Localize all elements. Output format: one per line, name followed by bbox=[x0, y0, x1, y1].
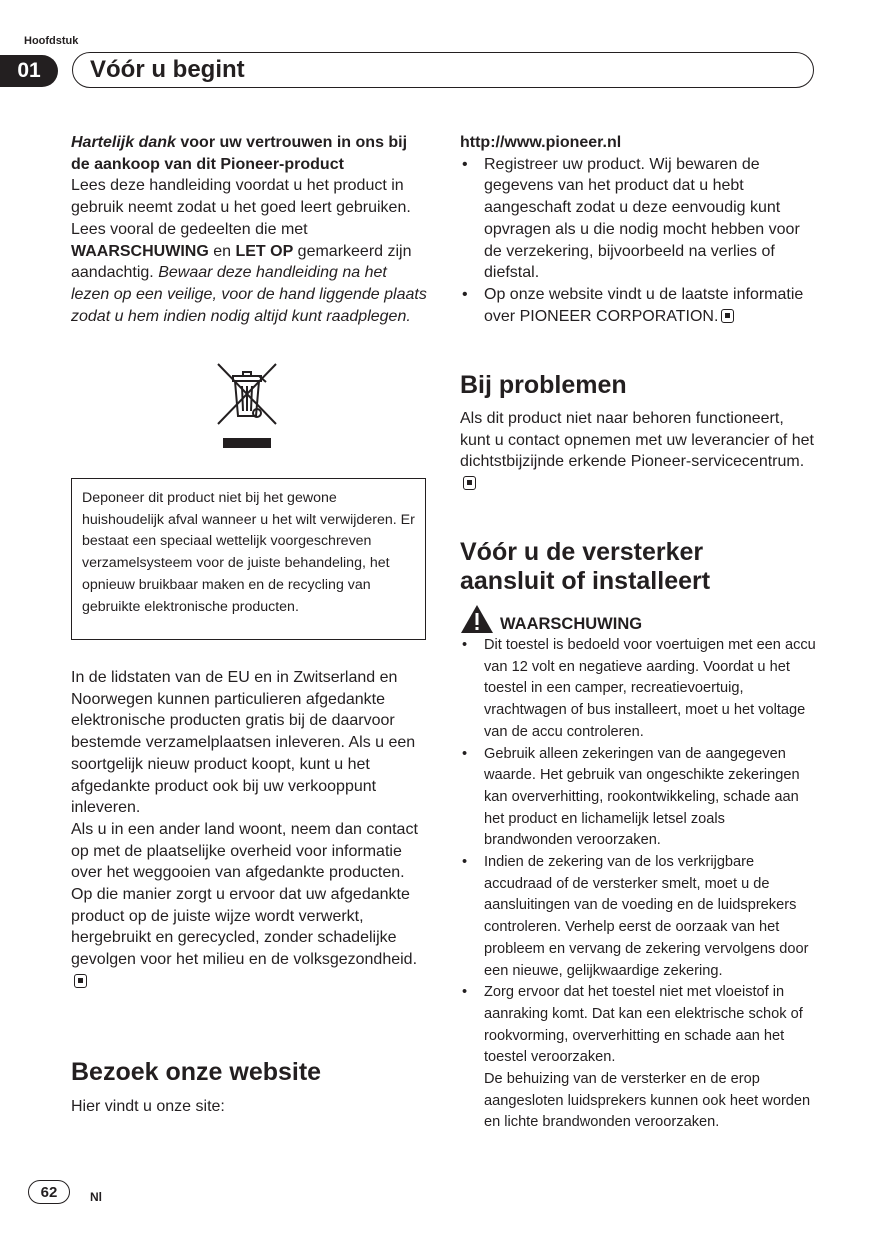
intro-section bbox=[71, 132, 428, 327]
eu-section bbox=[71, 667, 428, 993]
thanks-rest: voor uw vertrouwen in ons bij de aankoop van dit Pioneer-product bbox=[71, 134, 408, 173]
intro-text-1: Lees deze handleiding voordat u het product in gebruik neemt zodat u het goed leert gebruiken. Lees vooral de gedeelten die met bbox=[71, 177, 411, 238]
problems-text-body: Als dit product niet naar behoren functioneert, kunt u contact opnemen met uw leverancier of het dichtstbijzijnde erkende Pioneer-servicecentrum. bbox=[460, 410, 814, 471]
intro-italic: Bewaar deze handleiding na het lezen op een veilige, voor de hand liggende plaats zodat u hem indien nodig altijd kunt raadplegen. bbox=[71, 264, 427, 325]
weee-crossed-bin-icon bbox=[214, 360, 280, 452]
intro-warning-word: WAARSCHUWING bbox=[71, 242, 209, 260]
website-url-link[interactable]: http://www.pioneer.nl bbox=[460, 134, 622, 151]
list-item bbox=[460, 284, 816, 327]
warning-triangle-icon bbox=[460, 604, 494, 634]
list-item-text: Op onze website vindt u de laatste informatie over PIONEER CORPORATION. bbox=[484, 285, 804, 325]
intro-paragraph bbox=[71, 175, 428, 327]
install-heading bbox=[460, 538, 710, 596]
intro-letop-word: LET OP bbox=[235, 242, 294, 260]
intro-en: en bbox=[208, 242, 236, 260]
warning-bullet-list bbox=[460, 635, 816, 1069]
problems-text bbox=[460, 408, 816, 495]
eu-paragraph-3-text: Op die manier zorgt u ervoor dat uw afgedankte product op de juiste wijze wordt verwerkt, hergebruikt en gerecycled, zonder schadelijke gevolgen voor het milieu en de volksgezondheid. bbox=[71, 886, 418, 969]
end-mark-icon bbox=[721, 309, 734, 323]
website-heading: Bezoek onze website bbox=[71, 1058, 322, 1086]
thanks-italic: Hartelijk dank bbox=[71, 134, 176, 151]
chapter-label: Hoofdstuk bbox=[24, 35, 79, 47]
language-code: Nl bbox=[90, 1190, 102, 1204]
end-mark-icon bbox=[74, 974, 87, 988]
list-item: • Registreer uw product. Wij bewaren de gegevens van het product dat u hebt aangeschaft zodat u deze eenvoudig kunt opvragen als u die nodig mocht hebben voor de verzekering, bijvoorbeeld na verlies of diefstal. bbox=[460, 154, 816, 284]
thanks-heading bbox=[71, 132, 428, 175]
website-section bbox=[460, 132, 816, 327]
list-item: • Dit toestel is bedoeld voor voertuigen met een accu van 12 volt en negatieve aarding. Voordat u het toestel in een camper, recreatievoertuig, vrachtwagen of bus installeert, moet u het voltage van de accu controleren. bbox=[460, 635, 816, 744]
page-number: 62 bbox=[28, 1180, 70, 1204]
chapter-title: Vóór u begint bbox=[90, 56, 245, 83]
install-heading-line-1: Vóór u de versterker bbox=[460, 538, 704, 566]
end-mark-icon bbox=[463, 476, 476, 490]
list-item: • Indien de zekering van de los verkrijgbare accudraad of de versterker smelt, moet u de aansluitingen van de voeding en de luidsprekers controleren. Verhelp eerst de oorzaak van het probleem en vervang de zekering vervolgens door een nieuwe, gelijkwaardige zekering. bbox=[460, 852, 816, 982]
list-item: • Gebruik alleen zekeringen van de aangegeven waarde. Het gebruik van ongeschikte zekeringen kan oververhitting, rookontwikkeling, schade aan het product en lichamelijk letsel zoals brandwonden veroorzaken. bbox=[460, 744, 816, 853]
disposal-notice-box: Deponeer dit product niet bij het gewone huishoudelijk afval wanneer u het wilt verwijderen. Er bestaat een speciaal wettelijk voorgeschreven verzamelsysteem voor de juiste behandeling, het opnieuw bruikbaar maken en de recycling van gebruikte elektronische producten. bbox=[71, 478, 426, 640]
eu-paragraph-2: Als u in een ander land woont, neem dan contact op met de plaatselijke overheid voor informatie over het weggooien van afgedankte producten. bbox=[71, 820, 418, 882]
problems-heading: Bij problemen bbox=[460, 371, 627, 399]
list-item: • Zorg ervoor dat het toestel niet met vloeistof in aanraking komt. Dat kan een elektrische schok of rookvorming, oververhitting en schade aan het toestel veroorzaken. bbox=[460, 982, 816, 1069]
install-heading-line-2: aansluit of installeert bbox=[460, 567, 711, 595]
warning-heading bbox=[460, 602, 642, 634]
intro-text-2: gemarkeerd zijn aandachtig. bbox=[71, 242, 412, 282]
warning-section bbox=[460, 635, 816, 1134]
eu-paragraph-1: In de lidstaten van de EU en in Zwitserland en Noorwegen kunnen particulieren afgedankte elektronische producten gratis bij de daarvoor bestemde verzamelplaatsen inleveren. Als u een soortgelijk nieuw product koopt, kunt u het afgedankte product ook bij uw verkooppunt inleveren. bbox=[71, 669, 416, 817]
chapter-number: 01 bbox=[0, 55, 58, 87]
eu-paragraph-3 bbox=[71, 884, 428, 993]
warning-label: WAARSCHUWING bbox=[500, 615, 643, 633]
website-bullet-list bbox=[460, 154, 816, 328]
warning-extra-paragraph: De behuizing van de versterker en de erop aangesloten luidsprekers kunnen ook heet worden en lichte brandwonden veroorzaken. bbox=[484, 1071, 811, 1131]
website-intro: Hier vindt u onze site: bbox=[71, 1098, 225, 1115]
